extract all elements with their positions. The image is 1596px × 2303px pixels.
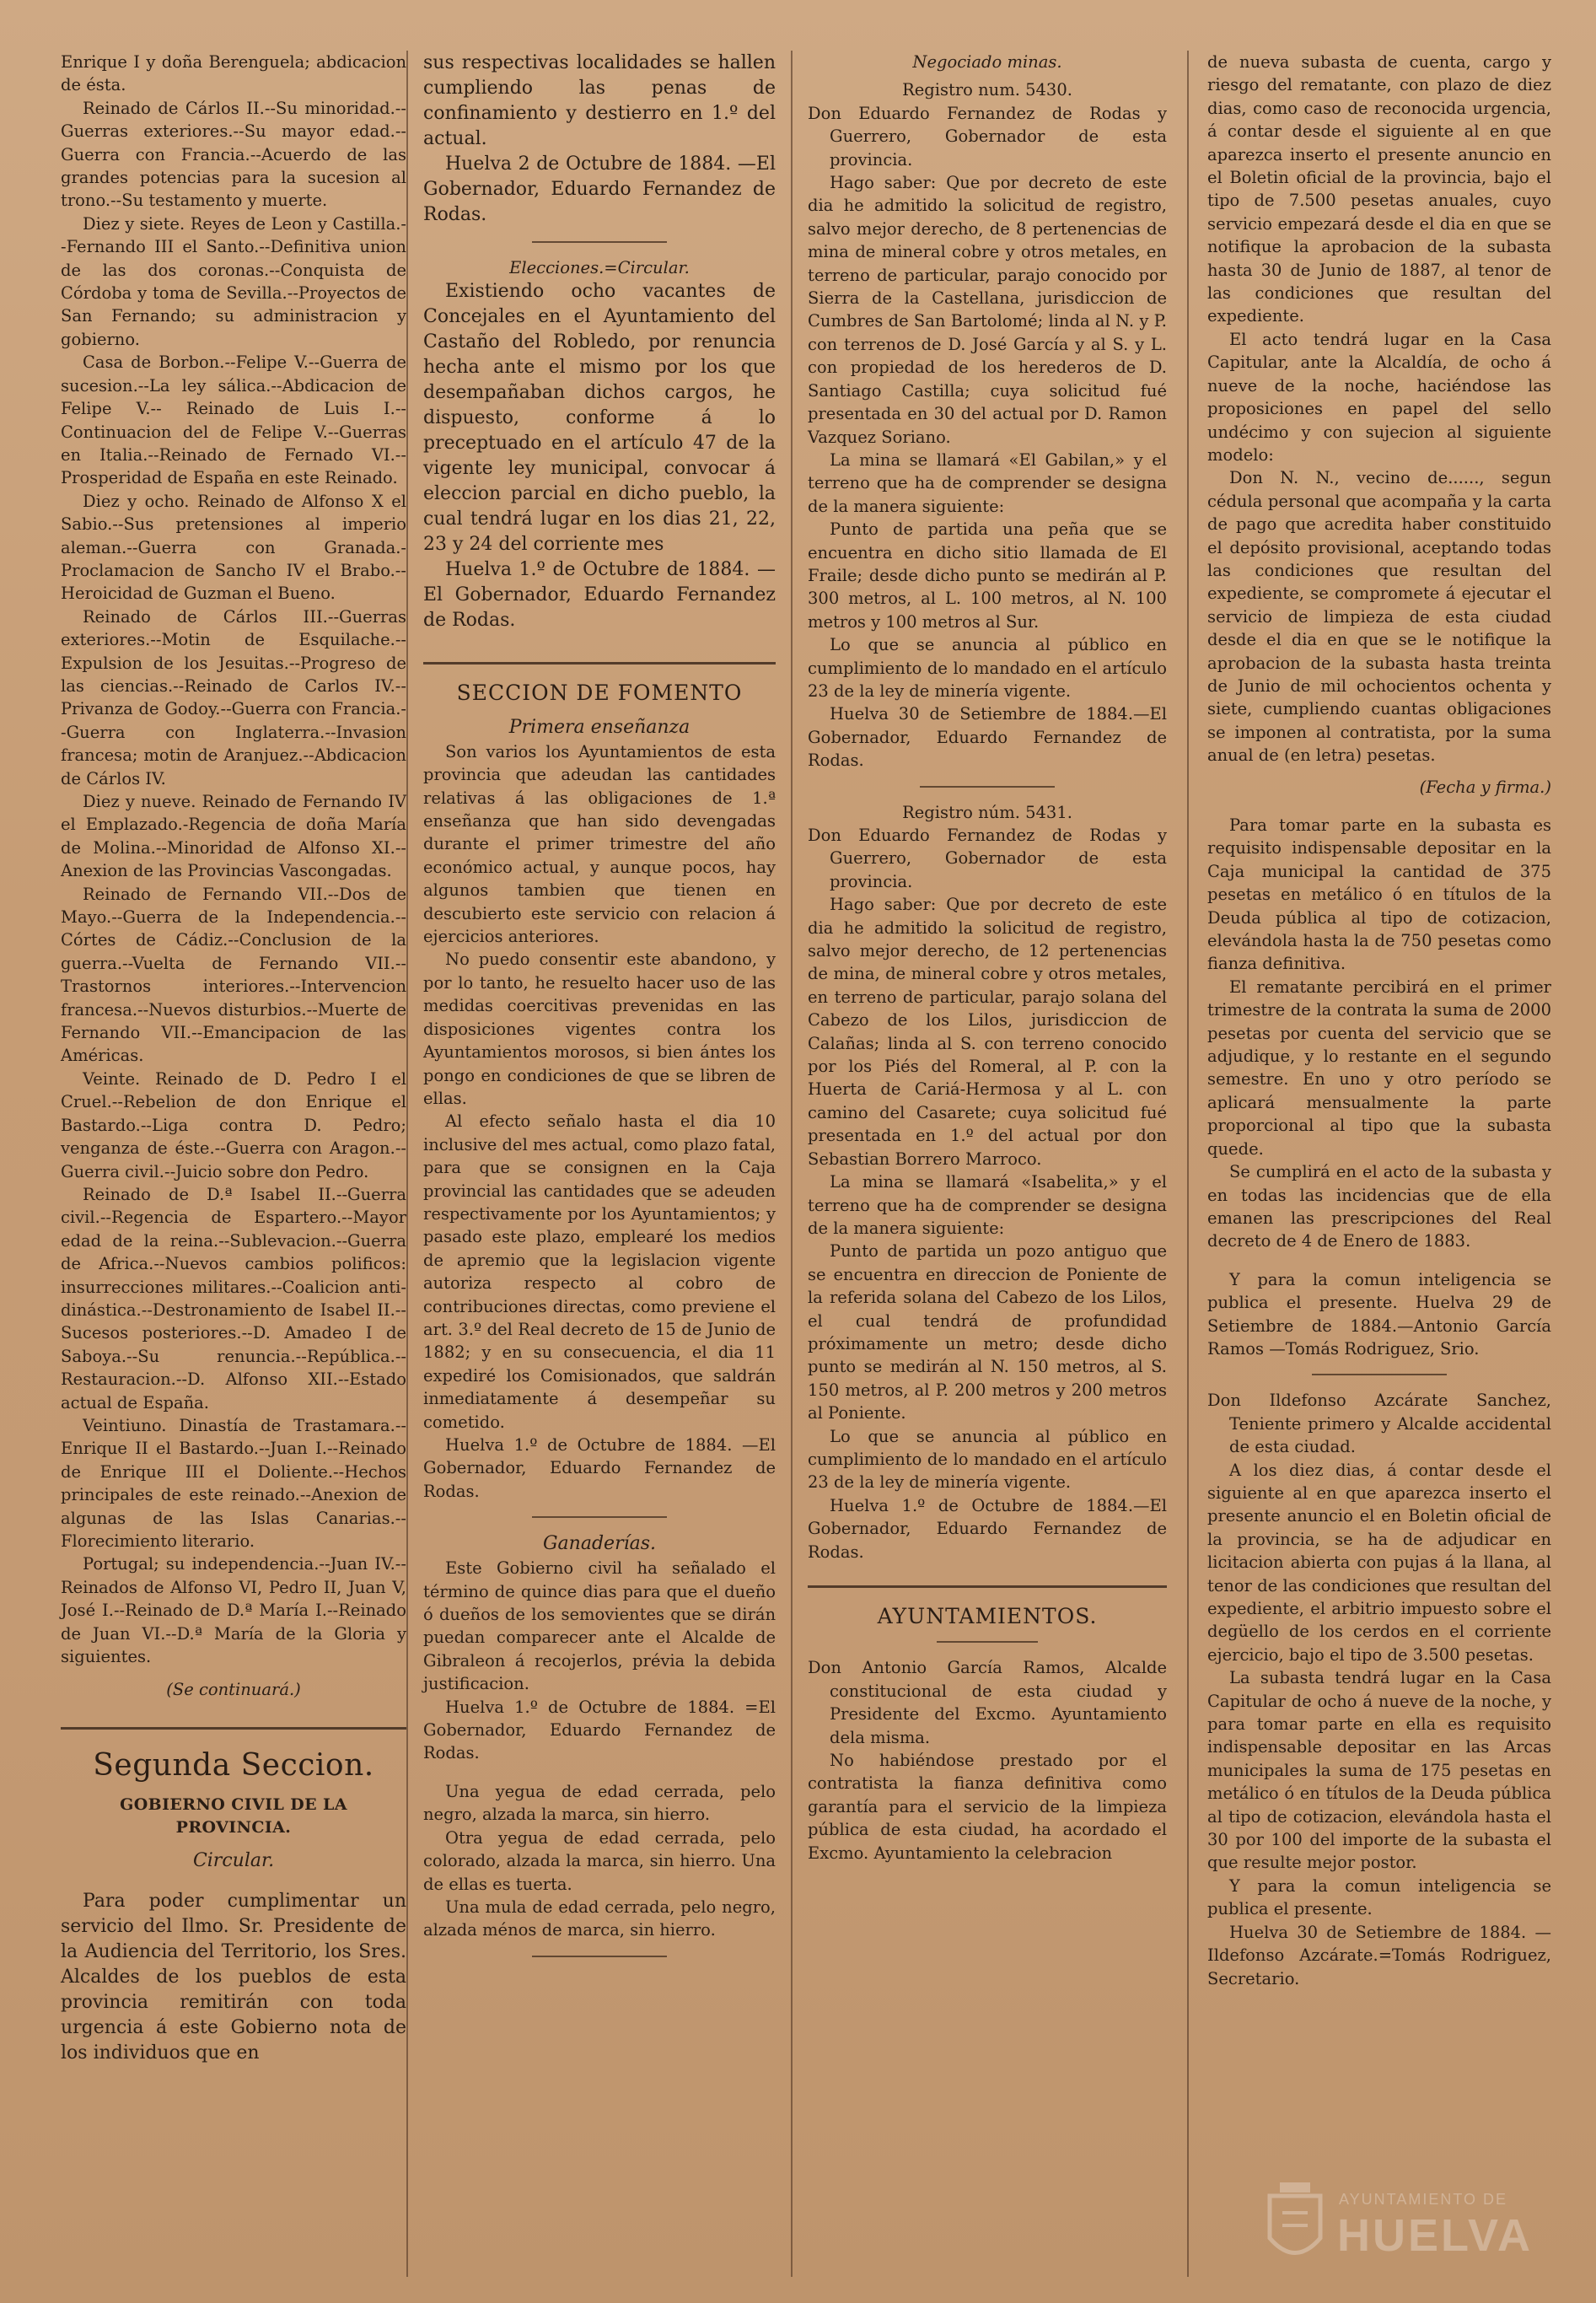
paragraph: Don Eduardo Fernandez de Rodas y Guerrero, Gobernador de esta provincia.	[808, 103, 1167, 169]
column-divider	[1187, 51, 1189, 2277]
paragraph: Reinado de Cárlos II.--Su minoridad.--Guerras exteriores.--Su mayor edad.--Guerra con Francia.--Acuerdo de las grandes potencias para la sucesion al trono.--Su testamento y muerte.	[61, 98, 406, 211]
paragraph: sus respectivas localidades se hallen cumpliendo las penas de confinamiento y destierro en 1.º del actual.	[423, 52, 776, 149]
paragraph: Existiendo ocho vacantes de Concejales en el Ayuntamiento del Castaño del Robledo, por renuncia hecha ante el mismo por los que desempañaban dichos cargos, he dispuesto, conforme á lo preceptuado en el artículo 47 de la vigente ley municipal, convocar á eleccion parcial en dicho pueblo, la cual tendrá lugar en los dias 21, 22, 23 y 24 del corriente mes	[423, 281, 776, 556]
paragraph: El rematante percibirá en el primer trimestre de la contrata la suma de 2000 pesetas por cuenta del servicio que se adjudique, y lo restante en el segundo semestre. En uno y otro período se aplicará mensualmente la parte proporcional al tipo que la subasta quede.	[1207, 977, 1551, 1159]
heading-registro: Registro num. 5430.	[902, 80, 1072, 100]
paragraph: La mina se llamará «Isabelita,» y el terreno que ha de comprender se designa de la manera siguiente:	[808, 1172, 1167, 1238]
paragraph: Don Ildefonso Azcárate Sanchez, Teniente primero y Alcalde accidental de esta ciudad.	[1207, 1391, 1551, 1457]
paragraph: Este Gobierno civil ha señalado el término de quince dias para que el dueño ó dueños de los semovientes que se dirán puedan comparecer ante el Alcalde de Gibraleon á recojerlos, prévia la debida justificacion.	[423, 1558, 776, 1694]
paragraph: Hago saber: Que por decreto de este dia he admitido la solicitud de registro, salvo mejor derecho, de 8 pertenencias de mina de mineral cobre y otros metales, en terreno de particular, parajo conocido por Sierra de la Castellana, jurisdiccion de Cumbres de San Bartolomé; linda al N. y P. con terrenos de D. José García y al S. y L. con propiedad de los herederos de D. Santiago Castilla; cuya solicitud fué presentada en 30 del actual por D. Ramon Vazquez Soriano.	[808, 173, 1167, 447]
paragraph: Para poder cumplimentar un servicio del Ilmo. Sr. Presidente de la Audiencia del Territorio, los Sres. Alcaldes de los pueblos de esta provincia remitirán con toda urgencia á este Gobierno nota de los individuos que en	[61, 1890, 406, 2064]
signature: Huelva 30 de Setiembre de 1884. —Ildefonso Azcárate.=Tomás Rodriguez, Secretario.	[1207, 1922, 1551, 1988]
continued-note: (Se continuará.)	[166, 1680, 301, 1700]
column-divider	[791, 51, 793, 2277]
paragraph: de nueva subasta de cuenta, cargo y riesgo del rematante, con plazo de diez dias, como caso de reconocida urgencia, á contar desde el siguiente al en que aparezca inserto el presente anuncio en el Boletin oficial de la provincia, bajo el tipo de 7.500 pesetas anuales, cuyo servicio empezará desde el dia en que se notifique la aprobacion de la subasta hasta 30 de Junio de 1887, al tenor de las condiciones que resultan del expediente.	[1207, 52, 1551, 326]
paragraph: Portugal; su independencia.--Juan IV.--Reinados de Alfonso VI, Pedro II, Juan V, José I.--Reinado de D.ª María I.--Reinado de Juan VI.--D.ª María de la Gloria y siguientes.	[61, 1554, 406, 1667]
section-rule	[423, 662, 776, 665]
paragraph: Enrique I y doña Berenguela; abdicacion de ésta.	[61, 52, 406, 95]
paragraph: Y para la comun inteligencia se publica el presente.	[1207, 1875, 1551, 1919]
paragraph: Lo que se anuncia al público en cumplimiento de lo mandado en el artículo 23 de la ley de minería vigente.	[808, 635, 1167, 701]
paragraph: Don N. N., vecino de......, segun cédula personal que acompaña y la carta de pago que acredita haber constituido el depósito provisional, aceptando todas las condiciones que resultan del expediente, se compromete á ejecutar el servicio de limpieza de esta ciudad desde el dia en que se le notifique la aprobacion de la subasta hasta treinta de Junio de mil ochocientos ochenta y siete, cumpliendo cuantas obligaciones se imponen al contratista, por la suma anual de (en letra) pesetas.	[1207, 468, 1551, 766]
subsection-title: GOBIERNO CIVIL DE LA PROVINCIA.	[120, 1795, 347, 1838]
short-rule	[532, 1516, 667, 1518]
watermark-line2: HUELVA	[1337, 2210, 1533, 2261]
short-rule	[1312, 1374, 1447, 1375]
column-4	[1207, 51, 1551, 1990]
short-rule	[532, 241, 667, 243]
paragraph: Lo que se anuncia al público en cumplimiento de lo mandado en el artículo 23 de la ley de minería vigente.	[808, 1426, 1167, 1493]
paragraph: Reinado de Fernando VII.--Dos de Mayo.--Guerra de la Independencia.--Córtes de Cádiz.--Conclusion de la guerra.--Vuelta de Fernando VII.--Trastornos interiores.--Intervencion francesa.--Nuevos disturbios.--Muerte de Fernando VII.--Emancipacion de las Américas.	[61, 884, 406, 1066]
paragraph: Una yegua de edad cerrada, pelo negro, alzada la marca, sin hierro.	[423, 1781, 776, 1825]
short-rule	[920, 786, 1055, 788]
signature: Huelva 1.º de Octubre de 1884. —El Gobernador, Eduardo Fernandez de Rodas.	[423, 1435, 776, 1501]
heading-registro: Registro núm. 5431.	[902, 802, 1072, 822]
signature: Huelva 1.º de Octubre de 1884. =El Gobernador, Eduardo Fernandez de Rodas.	[423, 1697, 776, 1763]
column-3	[808, 51, 1167, 1864]
paragraph: Otra yegua de edad cerrada, pelo colorado, alzada la marca, sin hierro. Una de ellas es tuerta.	[423, 1827, 776, 1894]
watermark-line1: AYUNTAMIENTO DE	[1339, 2191, 1508, 2208]
paragraph: La mina se llamará «El Gabilan,» y el terreno que ha de comprender se designa de la manera siguiente:	[808, 449, 1167, 516]
huelva-watermark	[1261, 2179, 1540, 2280]
paragraph: Son varios los Ayuntamientos de esta provincia que adeudan las cantidades relativas á las obligaciones de 1.ª enseñanza que han sido devengadas durante el primer trimestre del año económico actual, y aunque pocos, hay algunos tambien que tienen en descubierto este servicio con relacion á ejercicios anteriores.	[423, 741, 776, 947]
heading-elecciones: Elecciones.=Circular.	[509, 258, 690, 277]
signature: Huelva 1.º de Octubre de 1884. —El Gobernador, Eduardo Fernandez de Rodas.	[423, 559, 776, 632]
column-divider	[406, 51, 408, 2277]
paragraph: Punto de partida un pozo antiguo que se encuentra en direccion de Poniente de la referida solana del Cabezo de los Lilos, el cual tendrá de profundidad próximamente un metro; desde dicho punto se medirán al N. 150 metros, al S. 150 metros, al P. 200 metros y 200 metros al Poniente.	[808, 1241, 1167, 1423]
paragraph: Al efecto señalo hasta el dia 10 inclusive del mes actual, como plazo fatal, para que se consignen en la Caja provincial las cantidades que se adeuden respectivamente por los Ayuntamientos; y pasado este plazo, emplearé los medios de apremio que la legislacion vigente autoriza respecto al cobro de contribuciones directas, como previene el art. 3.º del Real decreto de 15 de Junio de 1882; y en su consecuencia, el dia 11 expediré los Comisionados, que saldrán inmediatamente á desempeñar su cometido.	[423, 1111, 776, 1432]
column-1	[61, 51, 406, 2066]
paragraph: Veinte. Reinado de D. Pedro I el Cruel.--Rebelion de don Enrique el Bastardo.--Liga contra D. Pedro; venganza de éste.--Guerra con Aragon.--Guerra civil.--Juicio sobre don Pedro.	[61, 1068, 406, 1181]
section-title: Segunda Seccion.	[93, 1747, 374, 1783]
section-title: AYUNTAMIENTOS.	[877, 1604, 1098, 1628]
paragraph: La subasta tendrá lugar en la Casa Capitular de ocho á nueve de la noche, y para tomar parte en ella es requisito indispensable depositar en las Arcas municipales la suma de 175 pesetas en metálico ó en títulos de la Deuda pública al tipo de cotizacion, elevándola hasta el 30 por 100 del importe de la subasta el que resulte mejor postor.	[1207, 1668, 1551, 1873]
signature: Huelva 1.º de Octubre de 1884.—El Gobernador, Eduardo Fernandez de Rodas.	[808, 1495, 1167, 1562]
paragraph: Diez y siete. Reyes de Leon y Castilla.--Fernando III el Santo.--Definitiva union de las dos coronas.--Conquista de Córdoba y toma de Sevilla.--Proyectos de San Fernando; su administracion y gobierno.	[61, 213, 406, 349]
signature: Huelva 2 de Octubre de 1884. —El Gobernador, Eduardo Fernandez de Rodas.	[423, 153, 776, 225]
paragraph: Casa de Borbon.--Felipe V.--Guerra de sucesion.--La ley sálica.--Abdicacion de Felipe V.-- Reinado de Luis I.--Continuacion del de Felipe V.--Guerras en Italia.--Reinado de Fernado VI.--Prosperidad de España en este Reinado.	[61, 352, 406, 488]
column-2	[423, 51, 776, 1971]
paragraph: Se cumplirá en el acto de la subasta y en todas las incidencias que de ella emanen las prescripciones del Real decreto de 4 de Enero de 1883.	[1207, 1162, 1551, 1251]
paragraph: Don Antonio García Ramos, Alcalde constitucional de esta ciudad y Presidente del Excmo. Ayuntamiento dela misma.	[808, 1658, 1167, 1747]
paragraph: No puedo consentir este abandono, y por lo tanto, he resuelto hacer uso de las medidas coercitivas prevenidas en las disposiciones vigentes contra los Ayuntamientos morosos, si bien ántes los pongo en condiciones de que se libren de ellas.	[423, 950, 776, 1108]
fecha-firma: (Fecha y firma.)	[1419, 777, 1551, 797]
paragraph: Una mula de edad cerrada, pelo negro, alzada ménos de marca, sin hierro.	[423, 1897, 776, 1940]
section-rule	[61, 1727, 406, 1730]
short-rule	[532, 1956, 667, 1957]
paragraph: Para tomar parte en la subasta es requisito indispensable depositar en la Caja municipal la cantidad de 375 pesetas en metálico ó en títulos de la Deuda pública al tipo de cotizacion, elevándola hasta la de 750 pesetas como fianza definitiva.	[1207, 815, 1551, 974]
signature: Huelva 30 de Setiembre de 1884.—El Gobernador, Eduardo Fernandez de Rodas.	[808, 704, 1167, 771]
coat-of-arms-icon	[1261, 2179, 1329, 2272]
paragraph: Punto de partida una peña que se encuentra en dicho sitio llamada de El Fraile; desde dicho punto se medirán al P. 300 metros, al L. 100 metros, al N. 100 metros y 100 metros al Sur.	[808, 519, 1167, 632]
heading-ganaderias: Ganaderías.	[542, 1533, 657, 1555]
paragraph: A los diez dias, á contar desde el siguiente al en que aparezca inserto el presente anuncio el en Boletin oficial de la provincia, se ha de adjudicar en licitacion abierta con pujas á la llana, al tenor de las condiciones que resultan del expediente, el arbitrio impuesto sobre el degüello de los cerdos en el corriente ejercicio, bajo el tipo de 3.500 pesetas.	[1207, 1460, 1551, 1665]
paragraph: Don Eduardo Fernandez de Rodas y Guerrero, Gobernador de esta provincia.	[808, 826, 1167, 891]
short-rule	[937, 1641, 1038, 1643]
paragraph: Diez y nueve. Reinado de Fernando IV el Emplazado.-Regencia de doña María de Molina.--Minoridad de Alfonso XI.--Anexion de las Provincias Vascongadas.	[61, 792, 406, 881]
section-rule	[808, 1585, 1167, 1588]
paragraph: Diez y ocho. Reinado de Alfonso X el Sabio.--Sus pretensiones al imperio aleman.--Guerra con Granada.-Proclamacion de Sancho IV el Brabo.--Heroicidad de Guzman el Bueno.	[61, 491, 406, 604]
paragraph: Reinado de Cárlos III.--Guerras exteriores.--Motin de Esquilache.--Expulsion de los Jesuitas.--Progreso de las ciencias.--Reinado de Carlos IV.--Privanza de Godoy.--Guerra con Francia.--Guerra con Inglaterra.--Invasion francesa; motin de Aranjuez.--Abdicacion de Cárlos IV.	[61, 606, 406, 788]
heading-circular: Circular.	[192, 1849, 275, 1871]
paragraph: Y para la comun inteligencia se publica el presente. Huelva 29 de Setiembre de 1884.—Antonio García Ramos —Tomás Rodriguez, Srio.	[1207, 1269, 1551, 1359]
paragraph: Hago saber: Que por decreto de este dia he admitido la solicitud de registro, salvo mejor derecho, de 12 pertenencias de mina, de mineral cobre y otros metales, en terreno de particular, parajo solana del Cabezo de los Lilos, jurisdiccion de Calañas; linda al S. con terreno conocido por los Piés del Romeral, al P. con la Huerta de Cariá-Hermosa y al L. con camino del Casarete; cuya solicitud fué presentada en 1.º del actual por don Sebastian Borrero Marroco.	[808, 895, 1167, 1169]
subsection-title: Primera enseñanza	[508, 716, 691, 738]
section-title: SECCION DE FOMENTO	[456, 681, 743, 706]
paragraph: El acto tendrá lugar en la Casa Capitular, ante la Alcaldía, de ocho á nueve de la noche, haciéndose las proposiciones en papel del sello undécimo y con sujecion al siguiente modelo:	[1207, 329, 1551, 465]
heading-negociado: Negociado minas.	[912, 52, 1062, 72]
paragraph: Veintiuno. Dinastía de Trastamara.--Enrique II el Bastardo.--Juan I.--Reinado de Enrique III el Doliente.--Hechos principales de este reinado.--Anexion de algunas de las Islas Canarias.--Florecimiento literario.	[61, 1415, 406, 1551]
paragraph: Reinado de D.ª Isabel II.--Guerra civil.--Regencia de Espartero.--Mayor edad de la reina.--Sublevacion.--Guerra de Africa.--Nuevos cambios polificos: insurrecciones militares.--Coalicion anti-dinástica.--Destronamiento de Isabel II.--Sucesos posteriores.--D. Amadeo I de Saboya.--Su renuncia.--República.--Restauracion.--D. Alfonso XII.--Estado actual de España.	[61, 1184, 406, 1412]
paragraph: No habiéndose prestado por el contratista la fianza definitiva como garantía para el servicio de la limpieza pública de esta ciudad, ha acordado el Excmo. Ayuntamiento la celebracion	[808, 1751, 1167, 1863]
